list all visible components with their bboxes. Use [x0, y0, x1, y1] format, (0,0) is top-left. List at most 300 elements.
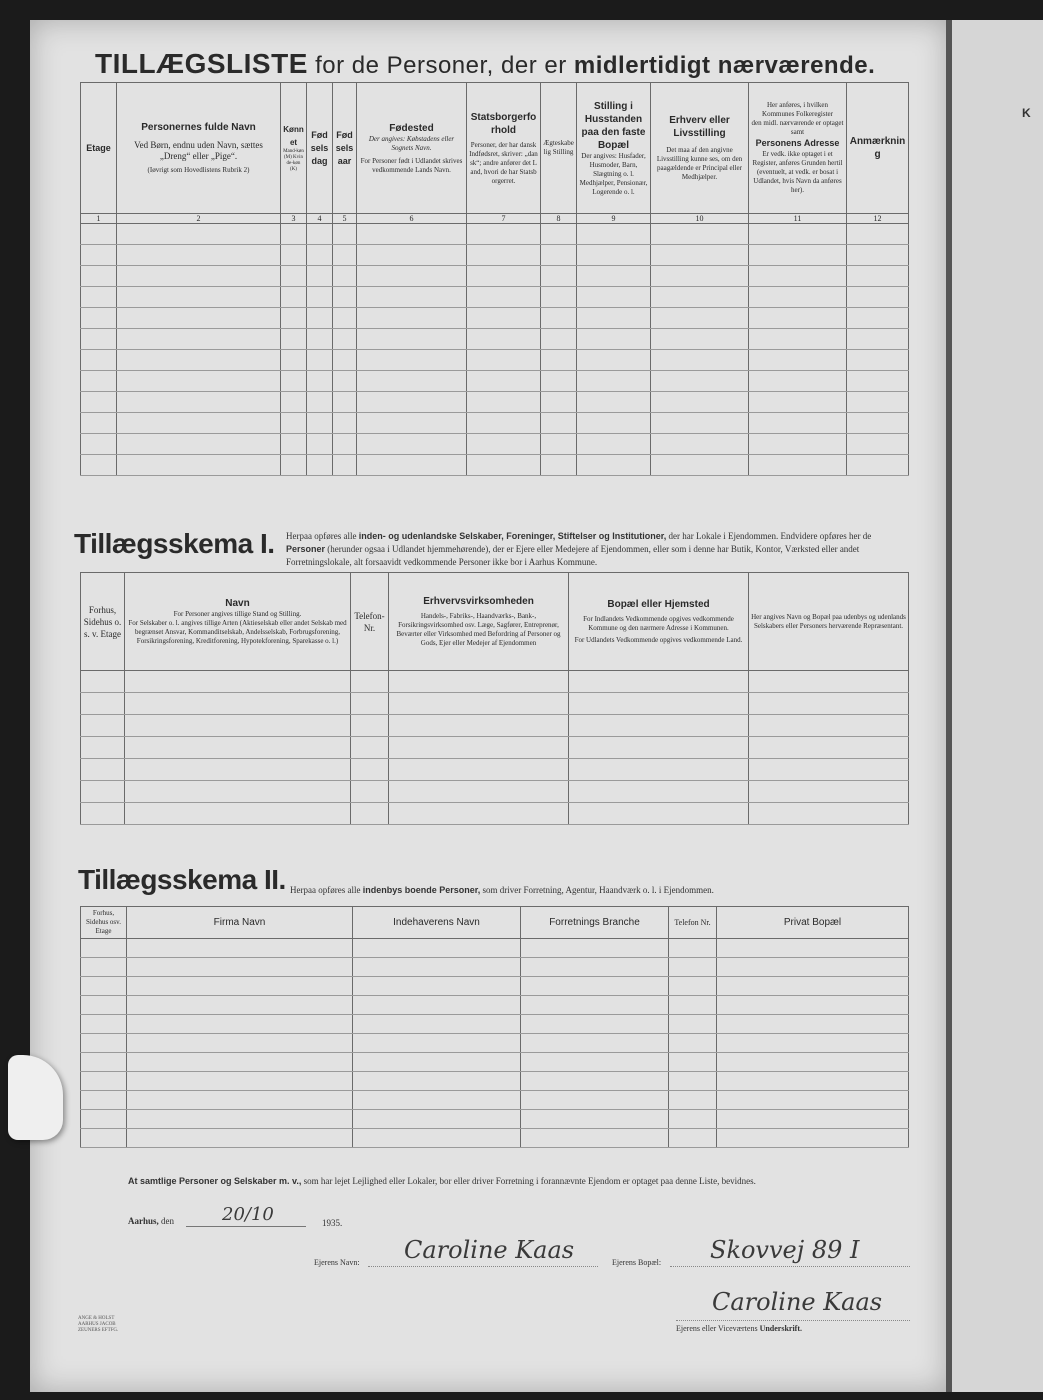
table-cell[interactable]	[389, 715, 569, 737]
table-cell[interactable]	[307, 287, 333, 308]
table-cell[interactable]	[333, 266, 357, 287]
table-row	[81, 1110, 909, 1129]
table1-body	[81, 224, 909, 476]
table-cell[interactable]	[81, 455, 117, 476]
table-cell[interactable]	[127, 1129, 353, 1148]
table-cell[interactable]	[521, 1072, 669, 1091]
table-cell[interactable]	[281, 245, 307, 266]
table-cell[interactable]	[651, 455, 749, 476]
table-cell[interactable]	[81, 1072, 127, 1091]
table-cell[interactable]	[541, 329, 577, 350]
table-cell[interactable]	[541, 413, 577, 434]
table-cell[interactable]	[127, 1072, 353, 1091]
table-cell[interactable]	[351, 715, 389, 737]
table-cell[interactable]	[81, 434, 117, 455]
table-cell[interactable]	[389, 693, 569, 715]
table-cell[interactable]	[541, 392, 577, 413]
table-cell[interactable]	[125, 671, 351, 693]
table-cell[interactable]	[333, 308, 357, 329]
table-cell[interactable]	[351, 693, 389, 715]
s1-col-erhverv: Erhvervsvirksomheden Handels-, Fabriks-, Haandværks-, Bank-, Forsikringsvirksomhed osv. Læge, Sagfører, Entreprenør, Beværter eller Virksomhed med Befordring af Personer og Gods, Ejer eller Medejer af Ejendommen	[389, 573, 569, 671]
skema2-body	[81, 939, 909, 1148]
table-cell[interactable]	[281, 350, 307, 371]
table-row	[81, 1129, 909, 1148]
table-cell[interactable]	[717, 977, 909, 996]
table-cell[interactable]	[307, 371, 333, 392]
s1-col-bopael: Bopæl eller Hjemsted For Indlandets Vedkommende opgives vedkommende Kommune og den nærmere Adresse i Kommunen. For Udlandets Vedkommende opgives vedkommende Land.	[569, 573, 749, 671]
table-cell[interactable]	[81, 759, 125, 781]
table-cell[interactable]	[117, 455, 281, 476]
table-cell[interactable]	[467, 455, 541, 476]
table-row	[81, 715, 909, 737]
address-handwritten: Skovvej 89 I	[710, 1236, 860, 1264]
table-cell[interactable]	[651, 329, 749, 350]
table-cell[interactable]	[125, 759, 351, 781]
table-cell[interactable]	[717, 1110, 909, 1129]
table-cell[interactable]	[307, 224, 333, 245]
table-cell[interactable]	[307, 392, 333, 413]
table-cell[interactable]	[577, 329, 651, 350]
table-cell[interactable]	[749, 371, 847, 392]
table-cell[interactable]	[669, 1110, 717, 1129]
table-cell[interactable]	[81, 287, 117, 308]
table-cell[interactable]	[81, 1015, 127, 1034]
table-cell[interactable]	[281, 371, 307, 392]
table-cell[interactable]	[117, 371, 281, 392]
table-cell[interactable]	[541, 455, 577, 476]
table-cell[interactable]	[569, 803, 749, 825]
table-cell[interactable]	[577, 308, 651, 329]
table-cell[interactable]	[117, 392, 281, 413]
table-cell[interactable]	[389, 759, 569, 781]
table-cell[interactable]	[353, 1015, 521, 1034]
table-cell[interactable]	[669, 1129, 717, 1148]
skema1-header-row	[81, 573, 909, 671]
table-cell[interactable]	[353, 1091, 521, 1110]
table-cell[interactable]	[569, 737, 749, 759]
table-cell[interactable]	[333, 392, 357, 413]
table-cell[interactable]	[81, 958, 127, 977]
table-cell[interactable]	[577, 266, 651, 287]
table-cell[interactable]	[749, 413, 847, 434]
table-cell[interactable]	[353, 958, 521, 977]
table-cell[interactable]	[81, 1129, 127, 1148]
table-cell[interactable]	[117, 413, 281, 434]
col-folkeregister: Her anføres, i hvilken Kommunes Folkeregister den midl. nærværende er optaget samt Personens Adresse Er vedk. ikke optaget i et Register, anføres Grunden hertil (eventuelt, at vedk. er bosat i Udlandet, hvis Navn da anføres her).	[749, 83, 847, 214]
table-cell[interactable]	[127, 1091, 353, 1110]
table-cell[interactable]	[81, 715, 125, 737]
table-cell[interactable]	[577, 287, 651, 308]
table-cell[interactable]	[281, 308, 307, 329]
table-cell[interactable]	[357, 350, 467, 371]
table-cell[interactable]	[577, 245, 651, 266]
table-cell[interactable]	[281, 224, 307, 245]
table-cell[interactable]	[81, 350, 117, 371]
table-cell[interactable]	[281, 413, 307, 434]
table-cell[interactable]	[651, 224, 749, 245]
s1-col-etage: Forhus, Sidehus o. s. v. Etage	[81, 573, 125, 671]
table-cell[interactable]	[651, 308, 749, 329]
table-row	[81, 329, 909, 350]
table-cell[interactable]	[127, 996, 353, 1015]
table-cell[interactable]	[127, 1015, 353, 1034]
table1-header-row	[81, 83, 909, 214]
s1-col-repraesentant: Her angives Navn og Bopæl paa udenbys og udenlands Selskabers eller Personers herværende Repræsentant.	[749, 573, 909, 671]
table-cell[interactable]	[81, 392, 117, 413]
table-cell[interactable]	[669, 1091, 717, 1110]
skema1-title: Tillægsskema I.	[74, 528, 275, 559]
table-cell[interactable]	[81, 996, 127, 1015]
table-cell[interactable]	[669, 1072, 717, 1091]
skema1-intro: Herpaa opføres alle inden- og udenlandske Selskaber, Foreninger, Stiftelser og Institutioner, der har Lokale i Ejendommen. Endvidere opføres her de Personer (herunder ogsaa i Udlandet hjemmehørende), der er Ejere eller Medejere af Ejendommen, eller som i denne har Butik, Kontor, Værksted eller andet Forretningslokale, alt forsaavidt vedkommende Personer ikke bor i Aarhus Kommune.	[286, 531, 872, 567]
table-cell[interactable]	[521, 1110, 669, 1129]
table-cell[interactable]	[541, 434, 577, 455]
table-cell[interactable]	[541, 266, 577, 287]
table-cell[interactable]	[127, 1110, 353, 1129]
table-cell[interactable]	[521, 1015, 669, 1034]
table-cell[interactable]	[81, 413, 117, 434]
table-cell[interactable]	[81, 308, 117, 329]
table-cell[interactable]	[521, 996, 669, 1015]
table-cell[interactable]	[847, 266, 909, 287]
s1-col-telefon: Telefon-Nr.	[351, 573, 389, 671]
table-cell[interactable]	[353, 1053, 521, 1072]
table-cell[interactable]	[749, 803, 909, 825]
table-cell[interactable]	[847, 434, 909, 455]
table-cell[interactable]	[467, 266, 541, 287]
table-cell[interactable]	[127, 1034, 353, 1053]
table-row	[81, 693, 909, 715]
table-cell[interactable]	[357, 224, 467, 245]
table-cell[interactable]	[117, 308, 281, 329]
table-cell[interactable]	[81, 329, 117, 350]
table-cell[interactable]	[353, 1072, 521, 1091]
table-cell[interactable]	[521, 1091, 669, 1110]
table-cell[interactable]	[351, 781, 389, 803]
table-cell[interactable]	[81, 224, 117, 245]
table-cell[interactable]	[749, 671, 909, 693]
table-cell[interactable]	[541, 308, 577, 329]
table-cell[interactable]	[333, 287, 357, 308]
table-cell[interactable]	[749, 350, 847, 371]
table-cell[interactable]	[81, 1053, 127, 1072]
table-cell[interactable]	[467, 329, 541, 350]
table-cell[interactable]	[521, 958, 669, 977]
table-cell[interactable]	[749, 308, 847, 329]
table-cell[interactable]	[307, 266, 333, 287]
table-cell[interactable]	[117, 287, 281, 308]
table-cell[interactable]	[717, 1129, 909, 1148]
table-cell[interactable]	[81, 803, 125, 825]
table-cell[interactable]	[467, 434, 541, 455]
table-cell[interactable]	[333, 350, 357, 371]
table-cell[interactable]	[125, 693, 351, 715]
table-cell[interactable]	[125, 781, 351, 803]
table-cell[interactable]	[117, 266, 281, 287]
table-cell[interactable]	[125, 737, 351, 759]
table-row	[81, 1053, 909, 1072]
signature-handwritten: Caroline Kaas	[712, 1288, 883, 1316]
table-cell[interactable]	[717, 958, 909, 977]
table-cell[interactable]	[749, 287, 847, 308]
table-cell[interactable]	[749, 329, 847, 350]
table-cell[interactable]	[577, 392, 651, 413]
table-cell[interactable]	[577, 413, 651, 434]
table-cell[interactable]	[307, 308, 333, 329]
table-cell[interactable]	[357, 434, 467, 455]
s2-col-firma: Firma Navn	[127, 907, 353, 939]
table-cell[interactable]	[651, 350, 749, 371]
table-cell[interactable]	[521, 977, 669, 996]
table-cell[interactable]	[389, 803, 569, 825]
table-cell[interactable]	[357, 266, 467, 287]
table-cell[interactable]	[127, 1053, 353, 1072]
table-cell[interactable]	[467, 224, 541, 245]
table-cell[interactable]	[749, 781, 909, 803]
table-cell[interactable]	[351, 803, 389, 825]
table-cell[interactable]	[81, 371, 117, 392]
table-cell[interactable]	[749, 224, 847, 245]
table-cell[interactable]	[717, 996, 909, 1015]
table-row	[81, 759, 909, 781]
table-cell[interactable]	[127, 958, 353, 977]
col-koennet: Kønnet Mand-køn (M) Kvinde-køn (K)	[281, 83, 307, 214]
table-cell[interactable]	[577, 350, 651, 371]
col-statsborger: Statsborgerforhold Personer, der har dansk Indfødsret, skriver: „dansk“; andre anfører det Land, hvori de har Statsborgerret.	[467, 83, 541, 214]
table-cell[interactable]	[569, 693, 749, 715]
table-cell[interactable]	[307, 350, 333, 371]
table-cell[interactable]	[847, 392, 909, 413]
table-cell[interactable]	[669, 1015, 717, 1034]
table-cell[interactable]	[281, 329, 307, 350]
table-cell[interactable]	[669, 1053, 717, 1072]
table-cell[interactable]	[357, 455, 467, 476]
table-cell[interactable]	[467, 350, 541, 371]
table-cell[interactable]	[81, 266, 117, 287]
table-cell[interactable]	[749, 737, 909, 759]
table-cell[interactable]	[117, 434, 281, 455]
table-cell[interactable]	[353, 1034, 521, 1053]
table-cell[interactable]	[541, 224, 577, 245]
col-navn: Personernes fulde Navn Ved Børn, endnu uden Navn, sættes „Dreng“ eller „Pige“. (Iøvrigt som Hovedlistens Rubrik 2)	[117, 83, 281, 214]
declaration: At samtlige Personer og Selskaber m. v., som har lejet Lejlighed eller Lokaler, bor eller driver Forretning i forannævnte Ejendom er optaget paa denne Liste, bevidnes.	[128, 1176, 756, 1186]
table-cell[interactable]	[81, 977, 127, 996]
address-line	[670, 1266, 910, 1267]
table-row	[81, 958, 909, 977]
year: 1935.	[322, 1218, 343, 1228]
s1-col-navn: Navn For Personer angives tillige Stand og Stilling. For Selskaber o. l. angives tillige Arten (Aktieselskab eller andet Selskab med begrænset Ansvar, Kommanditselskab, Andelsselskab, Forbrugsforening, Forsikringsforening, Kreditforening, Hypotekforening, Sparekasse o. l.)	[125, 573, 351, 671]
table-cell[interactable]	[351, 671, 389, 693]
table-cell[interactable]	[847, 371, 909, 392]
table-cell[interactable]	[541, 245, 577, 266]
table-cell[interactable]	[577, 224, 651, 245]
tillaegsliste-table	[80, 82, 909, 476]
table-cell[interactable]	[717, 1015, 909, 1034]
table-cell[interactable]	[117, 224, 281, 245]
table-cell[interactable]	[541, 371, 577, 392]
table-cell[interactable]	[81, 737, 125, 759]
table-cell[interactable]	[651, 413, 749, 434]
table-cell[interactable]	[467, 371, 541, 392]
table-cell[interactable]	[521, 939, 669, 958]
table-cell[interactable]	[569, 715, 749, 737]
table-cell[interactable]	[467, 245, 541, 266]
table-cell[interactable]	[569, 759, 749, 781]
table-cell[interactable]	[81, 1110, 127, 1129]
table-cell[interactable]	[281, 434, 307, 455]
title-bold: TILLÆGSLISTE	[95, 48, 308, 79]
table-cell[interactable]	[333, 371, 357, 392]
table-cell[interactable]	[669, 977, 717, 996]
table-cell[interactable]	[353, 939, 521, 958]
col-foedested: Fødested Der angives: Købstadens eller Sognets Navn. For Personer født i Udlandet skrives vedkommende Lands Navn.	[357, 83, 467, 214]
owner-handwritten: Caroline Kaas	[404, 1236, 575, 1264]
table-cell[interactable]	[357, 329, 467, 350]
table-cell[interactable]	[577, 434, 651, 455]
table-cell[interactable]	[847, 224, 909, 245]
table-cell[interactable]	[125, 803, 351, 825]
table-cell[interactable]	[541, 350, 577, 371]
table-row	[81, 737, 909, 759]
table-cell[interactable]	[749, 693, 909, 715]
table-cell[interactable]	[127, 977, 353, 996]
table-cell[interactable]	[353, 996, 521, 1015]
table-cell[interactable]	[81, 781, 125, 803]
table-cell[interactable]	[81, 1091, 127, 1110]
address-label: Ejerens Bopæl:	[612, 1258, 662, 1267]
table-cell[interactable]	[389, 671, 569, 693]
table-row	[81, 1091, 909, 1110]
table-cell[interactable]	[353, 1129, 521, 1148]
table-cell[interactable]	[117, 350, 281, 371]
table-cell[interactable]	[333, 224, 357, 245]
table-cell[interactable]	[521, 1034, 669, 1053]
table-cell[interactable]	[307, 245, 333, 266]
table-cell[interactable]	[389, 737, 569, 759]
table-cell[interactable]	[749, 715, 909, 737]
table-cell[interactable]	[669, 1034, 717, 1053]
table-row	[81, 350, 909, 371]
table-cell[interactable]	[749, 392, 847, 413]
table-cell[interactable]	[749, 245, 847, 266]
table-cell[interactable]	[281, 455, 307, 476]
table-cell[interactable]	[847, 308, 909, 329]
table-cell[interactable]	[717, 1091, 909, 1110]
table-cell[interactable]	[281, 266, 307, 287]
table-cell[interactable]	[717, 1053, 909, 1072]
table-cell[interactable]	[467, 392, 541, 413]
table-cell[interactable]	[569, 781, 749, 803]
table-cell[interactable]	[117, 329, 281, 350]
table-row	[81, 287, 909, 308]
table-cell[interactable]	[521, 1129, 669, 1148]
table-cell[interactable]	[541, 287, 577, 308]
table-cell[interactable]	[333, 434, 357, 455]
table-cell[interactable]	[651, 434, 749, 455]
skema1-body	[81, 671, 909, 825]
table-cell[interactable]	[577, 371, 651, 392]
table-row	[81, 803, 909, 825]
table-cell[interactable]	[127, 939, 353, 958]
table-cell[interactable]	[357, 413, 467, 434]
table-row	[81, 781, 909, 803]
table-cell[interactable]	[569, 671, 749, 693]
table-cell[interactable]	[717, 939, 909, 958]
table-cell[interactable]	[577, 455, 651, 476]
table-cell[interactable]	[651, 287, 749, 308]
table-cell[interactable]	[717, 1034, 909, 1053]
table-cell[interactable]	[357, 245, 467, 266]
table-cell[interactable]	[669, 958, 717, 977]
table-cell[interactable]	[847, 245, 909, 266]
table-cell[interactable]	[651, 371, 749, 392]
table-cell[interactable]	[847, 350, 909, 371]
table-cell[interactable]	[307, 329, 333, 350]
table-cell[interactable]	[357, 287, 467, 308]
table-cell[interactable]	[357, 371, 467, 392]
col-foedselsaar: Fødselsaar	[333, 83, 357, 214]
table-cell[interactable]	[307, 455, 333, 476]
table-cell[interactable]	[651, 392, 749, 413]
table-cell[interactable]	[847, 287, 909, 308]
table-cell[interactable]	[669, 939, 717, 958]
table-cell[interactable]	[357, 392, 467, 413]
table-cell[interactable]	[847, 329, 909, 350]
table-cell[interactable]	[847, 413, 909, 434]
table-row	[81, 245, 909, 266]
table-cell[interactable]	[281, 287, 307, 308]
table-cell[interactable]	[847, 455, 909, 476]
table-cell[interactable]	[333, 245, 357, 266]
table-cell[interactable]	[81, 1034, 127, 1053]
table-cell[interactable]	[521, 1053, 669, 1072]
table-cell[interactable]	[389, 781, 569, 803]
table-cell[interactable]	[81, 245, 117, 266]
table-cell[interactable]	[81, 693, 125, 715]
table-cell[interactable]	[333, 413, 357, 434]
table-cell[interactable]	[749, 455, 847, 476]
table-cell[interactable]	[117, 245, 281, 266]
table-cell[interactable]	[307, 413, 333, 434]
table-cell[interactable]	[333, 329, 357, 350]
table-cell[interactable]	[81, 939, 127, 958]
table-cell[interactable]	[357, 308, 467, 329]
table-cell[interactable]	[307, 434, 333, 455]
table-cell[interactable]	[351, 737, 389, 759]
table-cell[interactable]	[125, 715, 351, 737]
table-cell[interactable]	[467, 413, 541, 434]
owner-line	[368, 1266, 598, 1267]
table-cell[interactable]	[749, 434, 847, 455]
table-cell[interactable]	[749, 266, 847, 287]
table-cell[interactable]	[353, 977, 521, 996]
table-cell[interactable]	[351, 759, 389, 781]
table-cell[interactable]	[467, 308, 541, 329]
table-cell[interactable]	[749, 759, 909, 781]
col-stilling-husstand: Stilling i Husstanden paa den faste Bopæl Der angives: Husfader, Husmoder, Barn, Slægtning o. l. Medhjælper, Pensionær, Logerende o. l.	[577, 83, 651, 214]
table-cell[interactable]	[333, 455, 357, 476]
table-cell[interactable]	[353, 1110, 521, 1129]
table-cell[interactable]	[281, 392, 307, 413]
table-cell[interactable]	[669, 996, 717, 1015]
table-cell[interactable]	[717, 1072, 909, 1091]
table-cell[interactable]	[467, 287, 541, 308]
table-cell[interactable]	[651, 245, 749, 266]
date-handwritten: 20/10	[222, 1204, 274, 1225]
table-cell[interactable]	[81, 671, 125, 693]
table-cell[interactable]	[651, 266, 749, 287]
printer-imprint: ANGE & HOLST AARHUS JACOB ZEUNERS EFTFG.	[78, 1316, 119, 1333]
